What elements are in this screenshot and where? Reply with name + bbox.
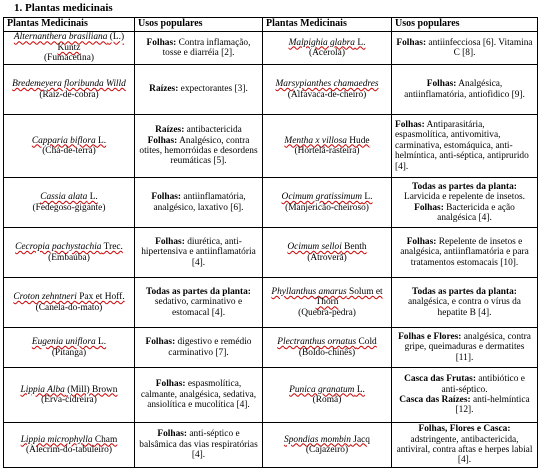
table-row — [4, 368, 538, 423]
scientific-name: Croton zehntneri Pax et Hoff. — [13, 292, 125, 303]
common-name: (Erva-cidreira) — [41, 395, 97, 405]
scientific-name: Spondias mombin Jacq — [284, 434, 370, 445]
table-header-row — [4, 18, 538, 32]
table-row — [4, 65, 538, 115]
uses-cell: Casca das Frutas: antibiótico e anti-séptico. Casca das Raízes: anti-helmíntica [12]. — [392, 368, 538, 423]
scientific-name: Cassia alata L. — [40, 192, 98, 203]
plant-cell — [263, 228, 392, 278]
common-name: (Alecrim-do-tabuleiro) — [26, 445, 112, 455]
plant-cell — [4, 228, 135, 278]
common-name: (Embaúba) — [48, 252, 90, 263]
scientific-name: Bredemeyera floribunda Willd — [12, 79, 126, 90]
uses-cell: Todas as partes da planta: Larvicida e repelente de insetos. Folhas: Bactericida e ação analgésica [4]. — [392, 178, 538, 228]
uses-cell: Folhas, Flores e Casca: adstringente, antibactericida, antiviral, contra aftas e herpes labial [4]. — [392, 423, 538, 468]
uses-cell: Raízes: antibactericida Folhas: Analgésico, contra otites, hemorróidas e desordens reumáticas [5]. — [135, 115, 263, 178]
common-name: (Canela-do-mato) — [35, 302, 103, 313]
table-row — [4, 228, 538, 278]
common-name: (Hortelã-rasteira) — [294, 146, 360, 156]
uses-cell: Folhas: digestivo e remédio carminativo [7]. — [135, 328, 263, 368]
table-row — [4, 115, 538, 178]
common-name: (Manjericão-cheiroso) — [285, 202, 369, 213]
section-heading: 1. Plantas medicinais — [14, 2, 113, 14]
uses-cell: Folhas: antiinflamatória, analgésico, laxativo [6]. — [135, 178, 263, 228]
scientific-name: Ocimum gratissimum L. — [281, 192, 373, 203]
scientific-name: Alternanthera brasiliana (L.) Kuntz — [13, 32, 125, 53]
common-name: (Romã) — [312, 395, 342, 405]
scientific-name: Capparia biflora L. — [31, 135, 107, 146]
uses-cell: Folhas: espasmolítica, calmante, analgésica, sedativa, ansiolítica e mucolítica [4]. — [135, 368, 263, 423]
uses-cell: Todas as partes da planta: sedativo, carminativo e estomacal [4]. — [135, 278, 263, 328]
plant-cell — [4, 423, 135, 468]
scientific-name: Ocimum selloi Benth — [287, 242, 367, 253]
scientific-name: Mentha x villosa Hude — [284, 135, 370, 146]
scientific-name: Punica granatum L. — [289, 384, 365, 395]
scientific-name: Eugenia uniflora L. — [31, 337, 107, 348]
header-uses-1: Usos populares — [135, 18, 263, 32]
plant-cell — [263, 115, 392, 178]
table-row — [4, 278, 538, 328]
scientific-name: Cecropia pachystachia Trec. — [15, 242, 123, 253]
plant-cell — [263, 32, 392, 65]
plant-cell — [4, 178, 135, 228]
header-plants-1: Plantas Medicinais — [4, 18, 135, 32]
common-name: (Cajazeiro) — [305, 445, 349, 455]
header-uses-2: Usos populares — [392, 18, 538, 32]
uses-cell: Folhas: Antiparasitária, espasmolítica, antivomitiva, carminativa, estomáquica, anti-helmíntica, anti-séptica, antiprurido [4]. — [392, 115, 538, 178]
scientific-name: Marsypianthes chamaedres — [275, 79, 379, 90]
scientific-name: Lippia Alba (Mill) Brown — [20, 384, 118, 395]
uses-cell: Folhas: antiinfecciosa [6]. Vitamina C [8]. — [392, 32, 538, 65]
uses-cell: Todas as partes da planta: analgésica, e contra o vírus da hepatite B [4]. — [392, 278, 538, 328]
plant-cell — [4, 65, 135, 115]
uses-cell: Folhas: anti-séptico e balsâmica das vias respiratórias [4]. — [135, 423, 263, 468]
common-name: (Alfavaca-de-cheiro) — [287, 89, 367, 100]
plant-cell — [4, 278, 135, 328]
table-row — [4, 328, 538, 368]
plant-cell — [4, 328, 135, 368]
uses-cell: Folhas: Analgésica, antiinflamatória, antiofidico [9]. — [392, 65, 538, 115]
uses-cell: Raízes: expectorantes [3]. — [135, 65, 263, 115]
plant-cell — [4, 368, 135, 423]
scientific-name: Phyllanthus amarus Solum et Thorn — [271, 286, 383, 308]
plant-cell — [263, 423, 392, 468]
common-name: (Pitanga) — [51, 347, 87, 358]
common-name: (Fedegoso-gigante) — [32, 202, 106, 213]
medicinal-plants-table — [3, 17, 538, 468]
scientific-name: Malpighia glabra L. — [288, 37, 366, 48]
plant-cell — [4, 115, 135, 178]
scientific-name: Lippia microphylla Cham — [20, 434, 118, 445]
uses-cell: Folhas: Repelente de insetos e analgésica, antiinflamatória e para tratamentos estomacais [10]. — [392, 228, 538, 278]
plant-cell — [263, 328, 392, 368]
table-row — [4, 32, 538, 65]
common-name: (Raiz-de-cobra) — [39, 89, 99, 100]
table-row — [4, 178, 538, 228]
scientific-name: Plectranthus ornatus Cold — [277, 337, 377, 348]
plant-cell — [263, 65, 392, 115]
uses-cell: Folhas e Flores: analgésica, contra gripe, queimaduras e dermatites [11]. — [392, 328, 538, 368]
plant-cell — [263, 178, 392, 228]
table-row — [4, 423, 538, 468]
common-name: (Quebra-pedra) — [298, 307, 356, 318]
common-name: (Fumacetina) — [44, 53, 94, 64]
plant-cell — [4, 32, 135, 65]
common-name: (Atroveră) — [307, 252, 347, 263]
common-name: (Boldo-chinês) — [298, 347, 356, 358]
plant-cell — [263, 368, 392, 423]
uses-cell: Folhas: diurética, anti-hipertensiva e antiinflamatória [4]. — [135, 228, 263, 278]
common-name: (Acerola) — [309, 48, 345, 58]
uses-cell: Folhas: Contra inflamação, tosse e diarréia [2]. — [135, 32, 263, 65]
header-plants-2: Plantas Medicinais — [263, 18, 392, 32]
common-name: (Chá-de-terra) — [42, 146, 96, 156]
plant-cell — [263, 278, 392, 328]
